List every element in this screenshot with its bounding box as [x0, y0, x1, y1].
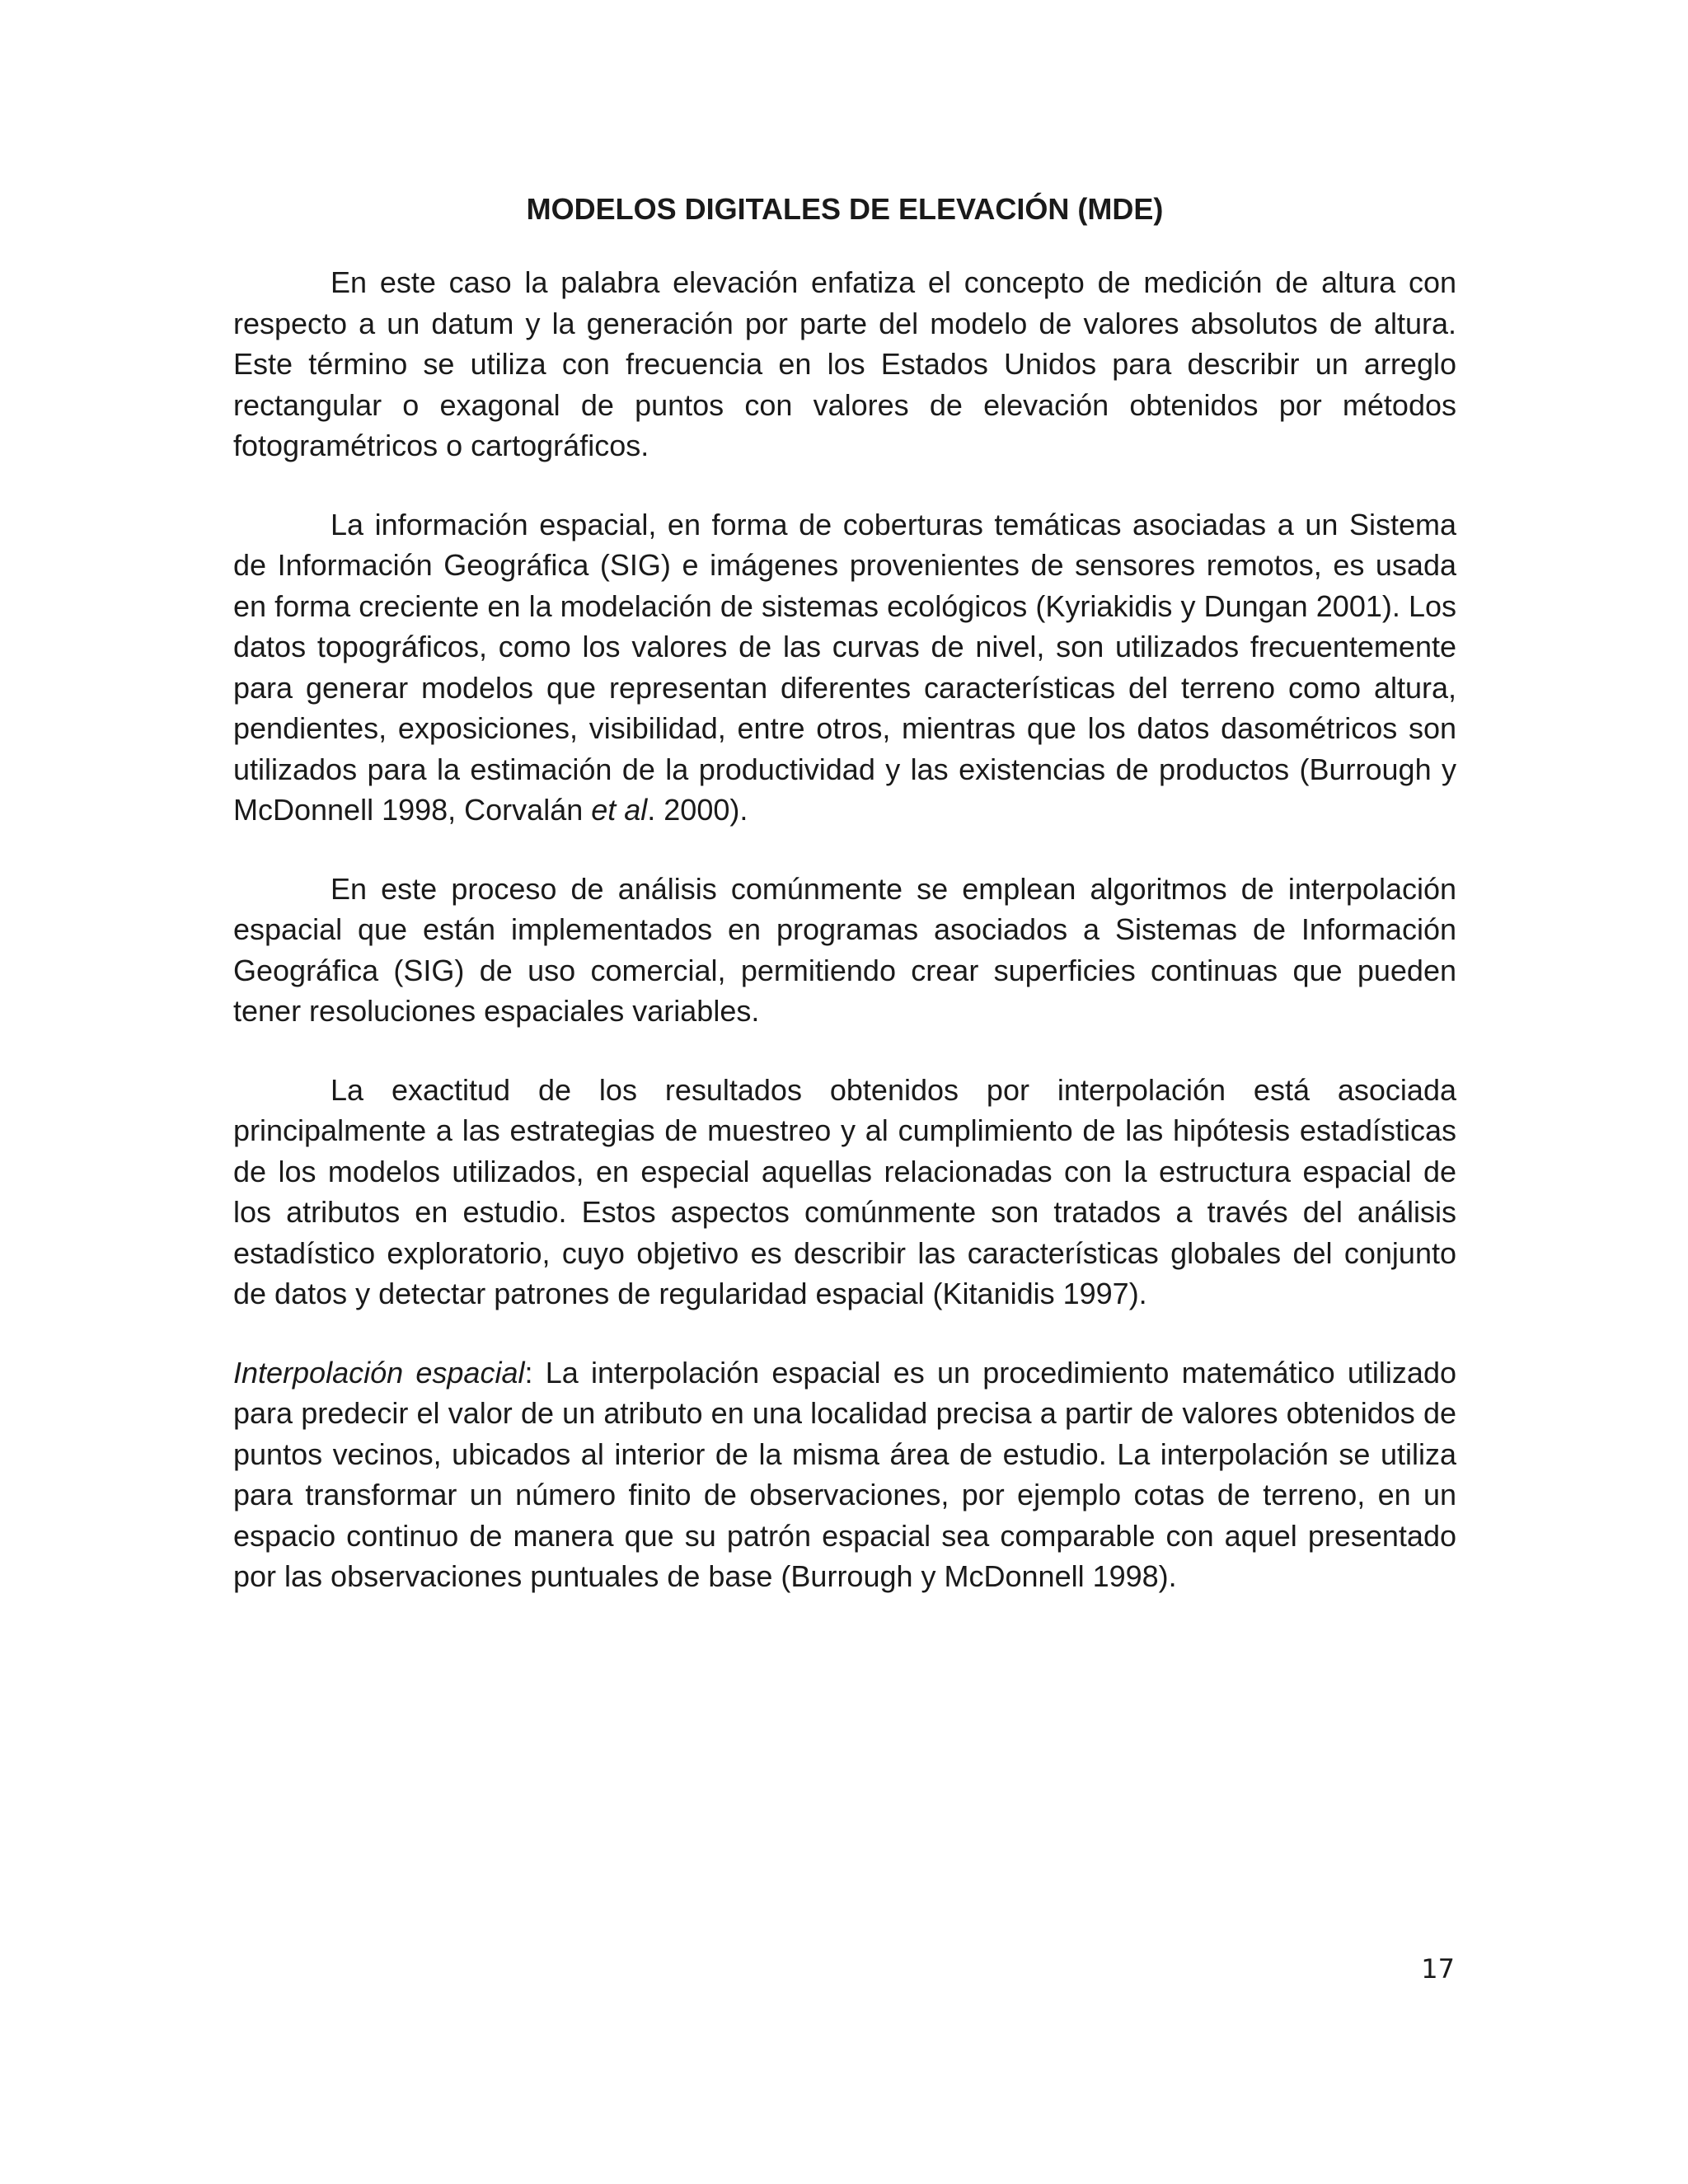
paragraph-2-end: . 2000). — [647, 793, 748, 827]
paragraph-2-italic: et al — [591, 793, 648, 827]
document-body — [233, 190, 1456, 1635]
paragraph-3: En este proceso de análisis comúnmente se emplean algoritmos de interpolación espacial que están implementados en programas asociados a Sistemas de Información Geográfica (SIG) de uso comercial, permitiendo crear superficies continuas que pueden tener resoluciones espaciales variables. — [233, 871, 1456, 1028]
paragraph-5-text: : La interpolación espacial es un procedimiento matemático utilizado para predecir el valor de un atributo en una localidad precisa a partir de valores obtenidos de puntos vecinos, ubicados al interior de la misma área de estudio. La interpolación se utiliza para transformar un número finito de observaciones, por ejemplo cotas de terreno, en un espacio continuo de manera que su patrón espacial sea comparable con aquel presentado por las observaciones puntuales de base (Burrough y McDonnell 1998). — [233, 1355, 1456, 1593]
paragraph-1: En este caso la palabra elevación enfatiza el concepto de medición de altura con respecto a un datum y la generación por parte del modelo de valores absolutos de altura. Este término se utiliza con frecuencia en los Estados Unidos para describir un arreglo rectangular o exagonal de puntos con valores de elevación obtenidos por métodos fotogramétricos o cartográficos. — [233, 265, 1456, 462]
page-title: MODELOS DIGITALES DE ELEVACIÓN (MDE) — [526, 192, 1164, 226]
paragraph-4: La exactitud de los resultados obtenidos por interpolación está asociada principalmente a las estrategias de muestreo y al cumplimiento de las hipótesis estadísticas de los modelos utilizados, en especial aquellas relacionadas con la estructura espacial de los atributos en estudio. Estos aspectos comúnmente son tratados a través del análisis estadístico exploratorio, cuyo objetivo es describir las características globales del conjunto de datos y detectar patrones de regularidad espacial (Kitanidis 1997). — [233, 1072, 1456, 1310]
paragraph-5-term: Interpolación espacial — [233, 1355, 525, 1390]
page-number: 17 — [1421, 1953, 1455, 1985]
paragraph-2 — [233, 504, 1456, 831]
paragraph-2-text: La información espacial, en forma de coberturas temáticas asociadas a un Sistema de Información Geográfica (SIG) e imágenes provenientes de sensores remotos, es usada en forma creciente en la modelación de sistemas ecológicos (Kyriakidis y Dungan 2001). Los datos topográficos, como los valores de las curvas de nivel, son utilizados frecuentemente para generar modelos que representan diferentes características del terreno como altura, pendientes, exposiciones, visibilidad, entre otros, mientras que los datos dasométricos son utilizados para la estimación de la productividad y las existencias de productos (Burrough y McDonnell 1998, Corvalán — [233, 507, 1456, 827]
paragraph-5 — [233, 1352, 1456, 1597]
